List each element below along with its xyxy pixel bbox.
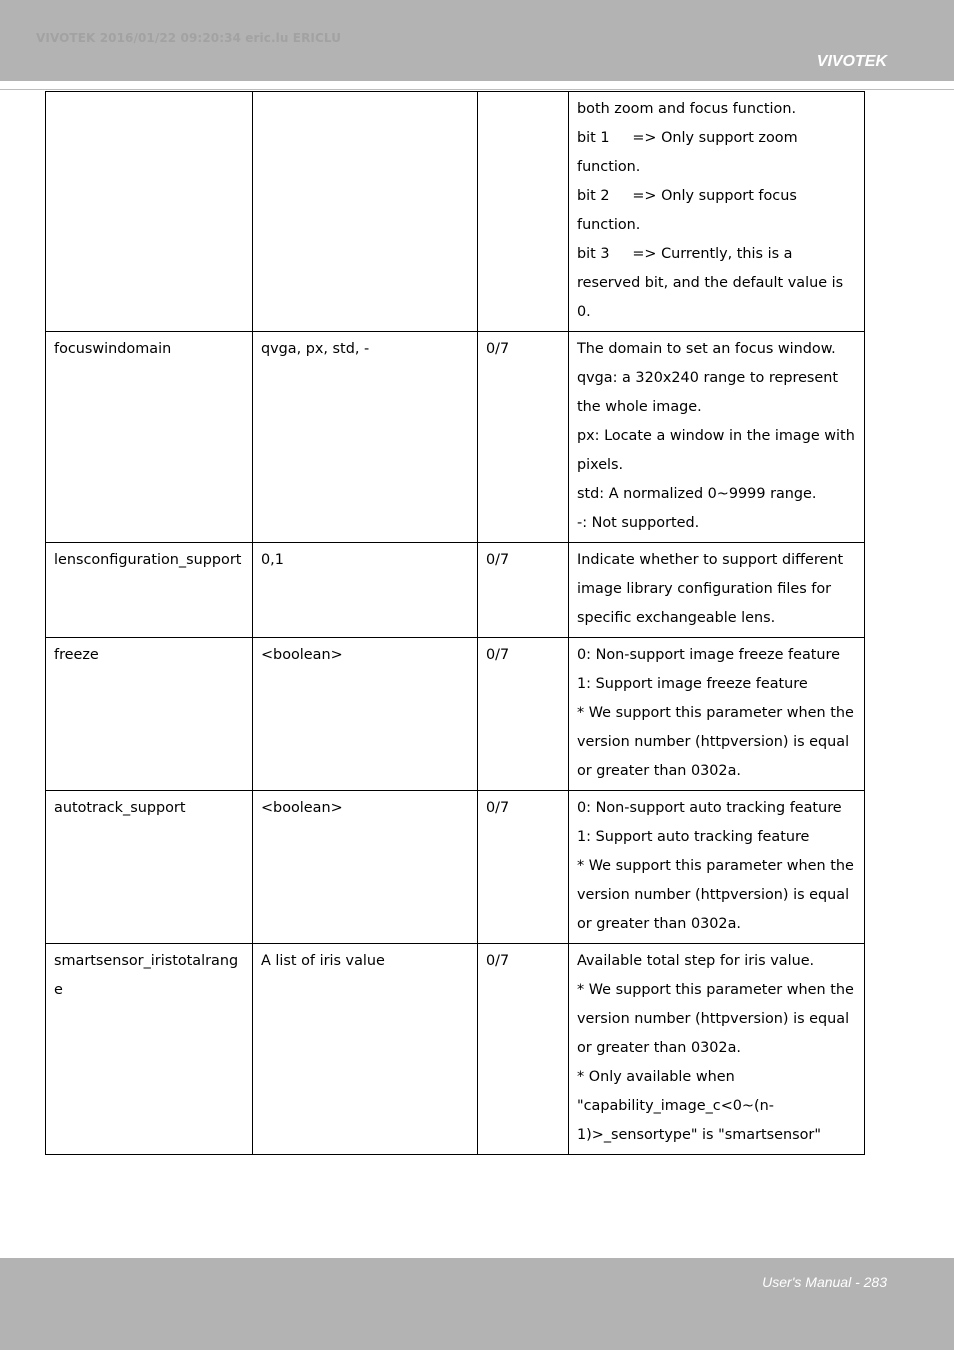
description-line: std: A normalized 0~9999 range. xyxy=(577,486,817,502)
param-name-cell: freeze xyxy=(46,638,253,791)
param-security-cell: 0/7 xyxy=(478,543,569,638)
description-line: Indicate whether to support different image library configuration files for specific exchangeable lens. xyxy=(577,552,848,626)
param-name-cell: focuswindomain xyxy=(46,332,253,543)
param-description-cell xyxy=(569,791,865,944)
page-number: User's Manual - 283 xyxy=(762,1274,887,1290)
param-value-cell: qvga, px, std, - xyxy=(253,332,478,543)
description-line: px: Locate a window in the image with pixels. xyxy=(577,428,860,473)
param-value-cell: 0,1 xyxy=(253,543,478,638)
table-row xyxy=(46,332,865,543)
table-row xyxy=(46,791,865,944)
param-description-cell xyxy=(569,543,865,638)
param-value-cell: <boolean> xyxy=(253,638,478,791)
param-value-cell: <boolean> xyxy=(253,791,478,944)
param-security-cell: 0/7 xyxy=(478,638,569,791)
param-security-cell xyxy=(478,92,569,332)
page-footer xyxy=(0,1258,954,1350)
page-header xyxy=(0,0,954,81)
param-name-cell xyxy=(46,92,253,332)
description-line: * We support this parameter when the version number (httpversion) is equal or greater than 0302a. xyxy=(577,858,859,932)
description-line: 0: Non-support image freeze feature xyxy=(577,647,840,663)
description-line: 1: Support image freeze feature xyxy=(577,676,808,692)
param-value-cell: A list of iris value xyxy=(253,944,478,1155)
watermark-text: VIVOTEK 2016/01/22 09:20:34 eric.lu ERICLU xyxy=(36,31,342,45)
param-value-cell xyxy=(253,92,478,332)
description-line: * Only available when "capability_image_c<0~(n-1)>_sensortype" is "smartsensor" xyxy=(577,1069,821,1143)
table-row xyxy=(46,92,865,332)
param-security-cell: 0/7 xyxy=(478,791,569,944)
parameter-table-body xyxy=(46,92,865,1155)
table-row xyxy=(46,543,865,638)
param-security-cell: 0/7 xyxy=(478,944,569,1155)
description-line: 1: Support auto tracking feature xyxy=(577,829,810,845)
param-name-cell: smartsensor_iristotalrange xyxy=(46,944,253,1155)
param-description-cell xyxy=(569,944,865,1155)
table-row xyxy=(46,944,865,1155)
description-line: 0: Non-support auto tracking feature xyxy=(577,800,842,816)
param-name-cell: autotrack_support xyxy=(46,791,253,944)
header-divider xyxy=(0,89,954,90)
description-line: * We support this parameter when the version number (httpversion) is equal or greater than 0302a. xyxy=(577,705,859,779)
description-line: qvga: a 320x240 range to represent the whole image. xyxy=(577,370,843,415)
param-name-cell: lensconfiguration_support xyxy=(46,543,253,638)
param-description-cell xyxy=(569,92,865,332)
brand-logo-text: VIVOTEK xyxy=(816,53,887,70)
param-security-cell: 0/7 xyxy=(478,332,569,543)
param-description-cell xyxy=(569,638,865,791)
description-line: Available total step for iris value. xyxy=(577,953,815,969)
description-line: * We support this parameter when the version number (httpversion) is equal or greater than 0302a. xyxy=(577,982,859,1056)
description-line: -: Not supported. xyxy=(577,515,700,531)
description-line: bit 2 => Only support focus function. xyxy=(577,188,802,233)
table-row xyxy=(46,638,865,791)
description-line: bit 3 => Currently, this is a reserved bit, and the default value is 0. xyxy=(577,246,848,320)
description-line: The domain to set an focus window. xyxy=(577,341,836,357)
description-line: bit 1 => Only support zoom function. xyxy=(577,130,803,175)
param-description-cell xyxy=(569,332,865,543)
description-line: both zoom and focus function. xyxy=(577,101,797,117)
parameter-table xyxy=(45,91,865,1155)
